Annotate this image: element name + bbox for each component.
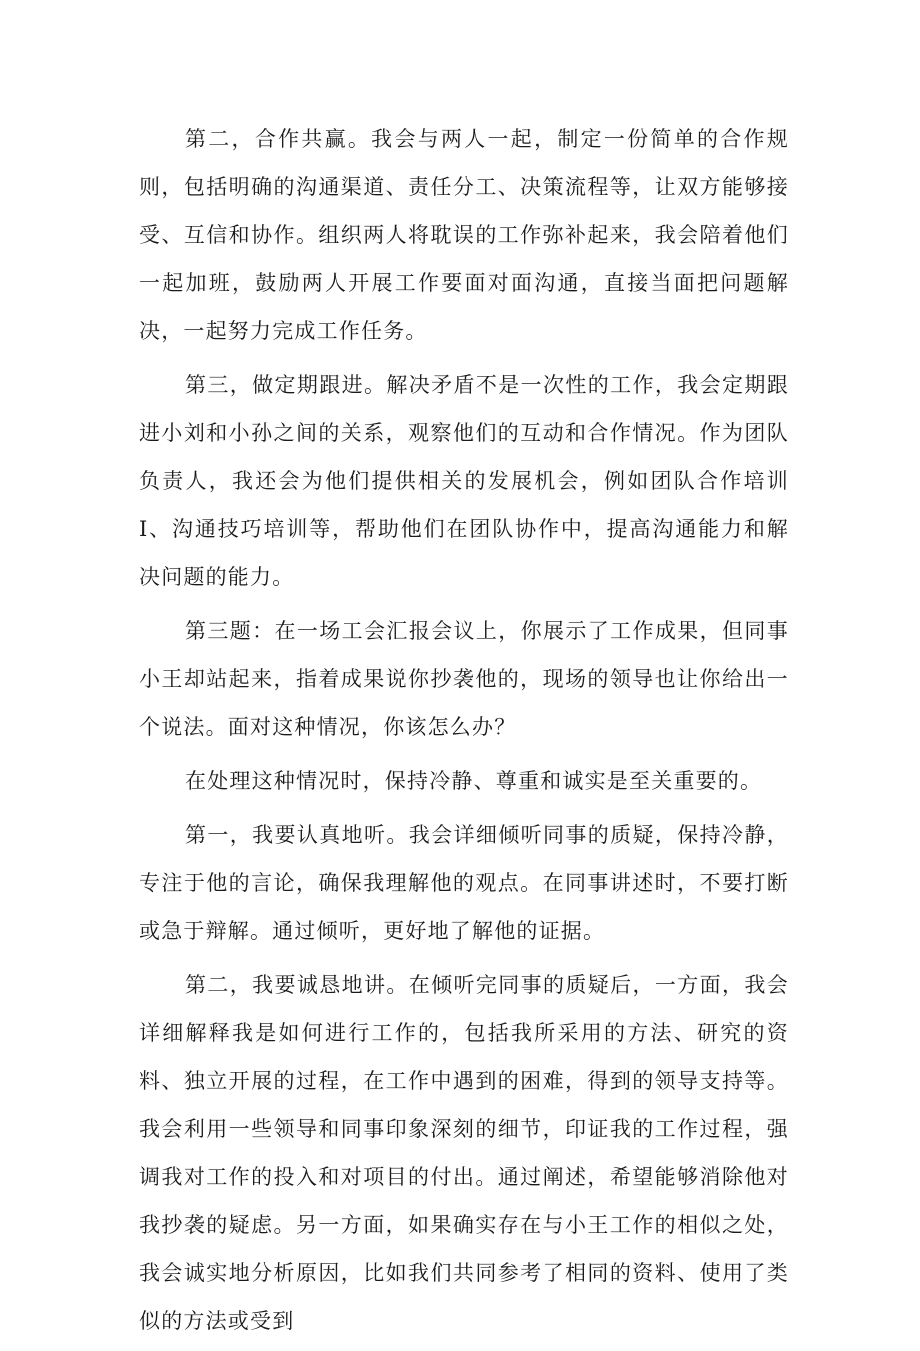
paragraph-listen: 第一，我要认真地听。我会详细倾听同事的质疑，保持冷静，专注于他的言论，确保我理解他的观点。在同事讲述时，不要打断或急于辩解。通过倾听，更好地了解他的证据。 — [139, 823, 789, 943]
paragraph-cooperation: 第二，合作共赢。我会与两人一起，制定一份简单的合作规则，包括明确的沟通渠道、责任分工、决策流程等，让双方能够接受、互信和协作。组织两人将耽误的工作弥补起来，我会陪着他们一起加班，鼓励两人开展工作要面对面沟通，直接当面把问题解决，一起努力完成工作任务。 — [139, 127, 789, 343]
paragraph-question-three: 第三题：在一场工会汇报会议上，你展示了工作成果，但同事小王却站起来，指着成果说你抄袭他的，现场的领导也让你给出一个说法。面对这种情况，你该怎么办？ — [139, 619, 789, 739]
document-body — [139, 115, 789, 1351]
paragraph-explain: 第二，我要诚恳地讲。在倾听完同事的质疑后，一方面，我会详细解释我是如何进行工作的，包括我所采用的方法、研究的资料、独立开展的过程，在工作中遇到的困难，得到的领导支持等。我会利用一些领导和同事印象深刻的细节，印证我的工作过程，强调我对工作的投入和对项目的付出。通过阐述，希望能够消除他对我抄袭的疑虑。另一方面，如果确实存在与小王工作的相似之处，我会诚实地分析原因，比如我们共同参考了相同的资料、使用了类似的方法或受到 — [139, 973, 789, 1333]
paragraph-follow-up: 第三，做定期跟进。解决矛盾不是一次性的工作，我会定期跟进小刘和小孙之间的关系，观察他们的互动和合作情况。作为团队负责人，我还会为他们提供相关的发展机会，例如团队合作培训I、沟通技巧培训等，帮助他们在团队协作中，提高沟通能力和解决问题的能力。 — [139, 373, 789, 589]
paragraph-principle: 在处理这种情况时，保持冷静、尊重和诚实是至关重要的。 — [185, 769, 763, 793]
